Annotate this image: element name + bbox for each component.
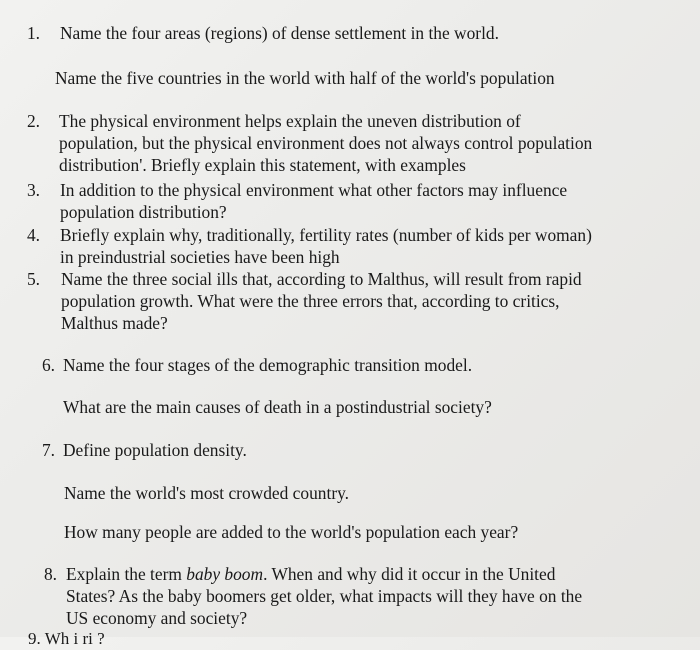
question-5-line: Name the three social ills that, according to Malthus, will result from rapid bbox=[61, 269, 582, 289]
question-1-sub bbox=[55, 67, 555, 89]
question-1-number: 1. bbox=[26, 23, 40, 43]
question-1-sub-text: Name the five countries in the world with half of the world's population bbox=[55, 68, 555, 88]
question-8-term: baby boom bbox=[186, 564, 264, 584]
question-4-line: in preindustrial societies have been high bbox=[60, 247, 340, 267]
question-8-line: US economy and society? bbox=[66, 608, 248, 628]
question-4-line: Briefly explain why, traditionally, fertility rates (number of kids per woman) bbox=[60, 225, 592, 245]
question-6-number: 6. bbox=[41, 355, 55, 375]
question-3-number: 3. bbox=[26, 180, 40, 200]
question-5-line: population growth. What were the three errors that, according to critics, bbox=[61, 291, 560, 311]
question-5-line: Malthus made? bbox=[61, 313, 168, 333]
question-2-number: 2. bbox=[26, 111, 40, 131]
question-6-sub bbox=[63, 396, 492, 418]
question-8-line-pre: Explain the term bbox=[66, 564, 187, 584]
question-8-line: States? As the baby boomers get older, what impacts will they have on the bbox=[66, 586, 583, 606]
question-3-line: In addition to the physical environment what other factors may influence bbox=[60, 180, 568, 200]
question-4-text bbox=[60, 224, 592, 268]
question-2-text bbox=[59, 110, 592, 176]
question-6-text: Name the four stages of the demographic transition model. bbox=[63, 355, 473, 375]
question-7-sub-2-text: How many people are added to the world's population each year? bbox=[64, 522, 519, 542]
question-2-line: distribution'. Briefly explain this statement, with examples bbox=[59, 155, 466, 175]
question-2-line: population, but the physical environment does not always control population bbox=[59, 133, 593, 153]
question-7-text: Define population density. bbox=[63, 440, 247, 460]
question-9-cutoff: 9. Wh i ri ? bbox=[28, 629, 105, 648]
question-7-sub-1-text: Name the world's most crowded country. bbox=[64, 483, 350, 503]
question-8-line bbox=[66, 563, 582, 585]
question-8-number: 8. bbox=[43, 564, 57, 584]
question-3-text bbox=[60, 179, 567, 223]
question-8-line-post: . When and why did it occur in the United bbox=[263, 564, 556, 584]
question-6-sub-text: What are the main causes of death in a postindustrial society? bbox=[63, 397, 492, 417]
question-7-sub-2 bbox=[64, 521, 518, 543]
question-5-text bbox=[61, 268, 582, 334]
question-4-number: 4. bbox=[26, 225, 40, 245]
question-7-sub-1 bbox=[64, 482, 349, 504]
question-2-line: The physical environment helps explain the uneven distribution of bbox=[59, 111, 521, 131]
question-8-text bbox=[66, 563, 582, 629]
question-5-number: 5. bbox=[26, 269, 40, 289]
question-1-text: Name the four areas (regions) of dense settlement in the world. bbox=[60, 23, 499, 43]
question-7-number: 7. bbox=[41, 440, 55, 460]
question-3-line: population distribution? bbox=[60, 202, 227, 222]
